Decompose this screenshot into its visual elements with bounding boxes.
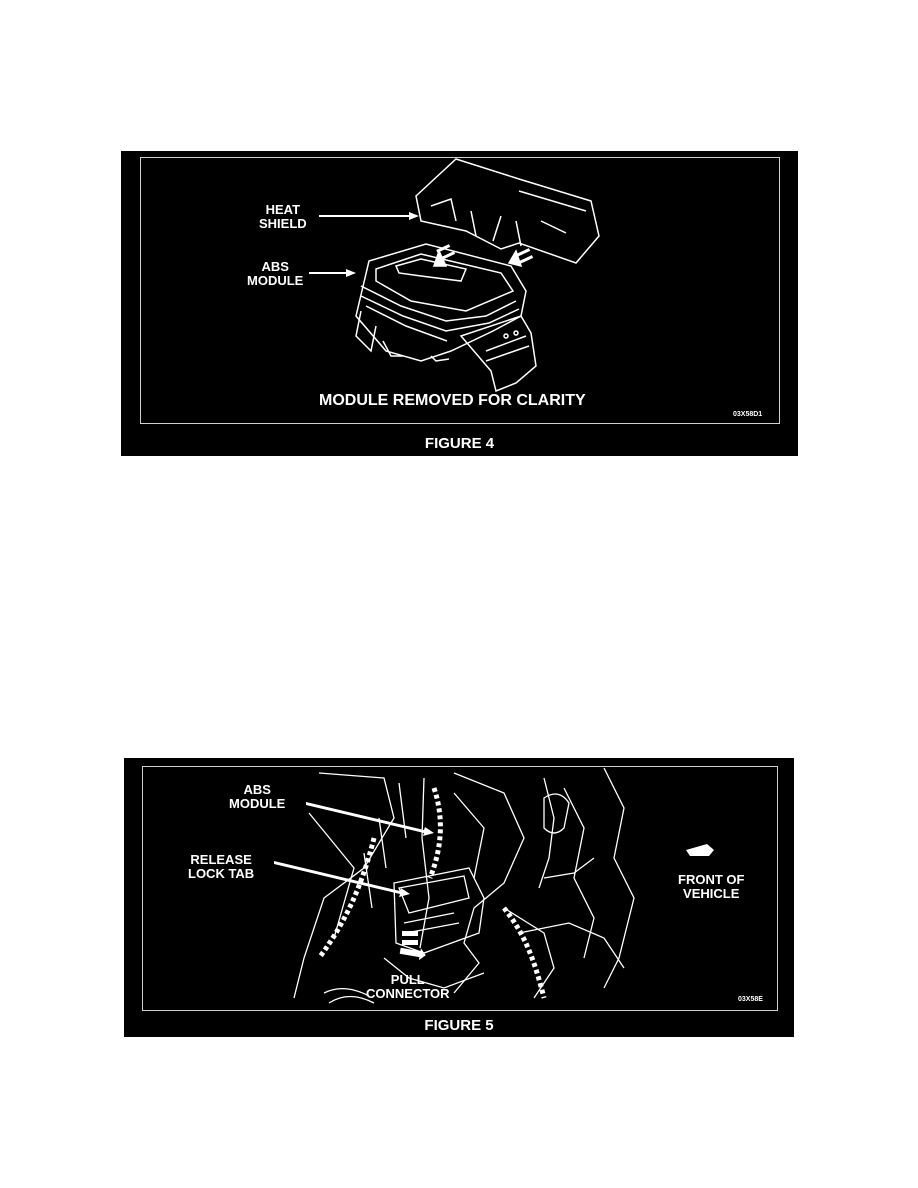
- figure-5-code: 03X58E: [738, 996, 763, 1003]
- heat-shield-label: [259, 203, 307, 231]
- release-lock-tab-label: [188, 853, 254, 881]
- figure-4: [121, 151, 798, 456]
- module-removed-note: MODULE REMOVED FOR CLARITY: [319, 392, 586, 409]
- figure-5: [124, 758, 794, 1037]
- abs-module-heat-shield-illustration: [121, 151, 798, 456]
- abs-module-label-fig5-line2: MODULE: [229, 796, 286, 811]
- front-of-vehicle-label-line1: FRONT OF: [678, 872, 745, 887]
- heat-shield-label-line1: HEAT: [265, 202, 301, 217]
- release-lock-tab-label-line1: RELEASE: [190, 852, 252, 867]
- pull-connector-label-line1: PULL: [390, 972, 425, 987]
- release-lock-tab-label-line2: LOCK TAB: [188, 866, 255, 881]
- figure-4-caption: FIGURE 4: [424, 435, 495, 452]
- heat-shield-label-line2: SHIELD: [259, 216, 307, 231]
- abs-module-label-line2: MODULE: [247, 273, 304, 288]
- abs-module-label-line1: ABS: [261, 259, 289, 274]
- front-of-vehicle-label-line2: VEHICLE: [683, 886, 740, 901]
- figure-5-caption: FIGURE 5: [424, 1017, 494, 1034]
- pull-connector-label-line2: CONNECTOR: [366, 986, 450, 1001]
- front-of-vehicle-label: [678, 873, 744, 901]
- abs-module-label-fig5: [229, 783, 285, 811]
- figure-4-code: 03X58D1: [733, 411, 763, 418]
- abs-module-label: [247, 260, 303, 288]
- pull-connector-label: [366, 973, 450, 1001]
- abs-module-label-fig5-line1: ABS: [243, 782, 271, 797]
